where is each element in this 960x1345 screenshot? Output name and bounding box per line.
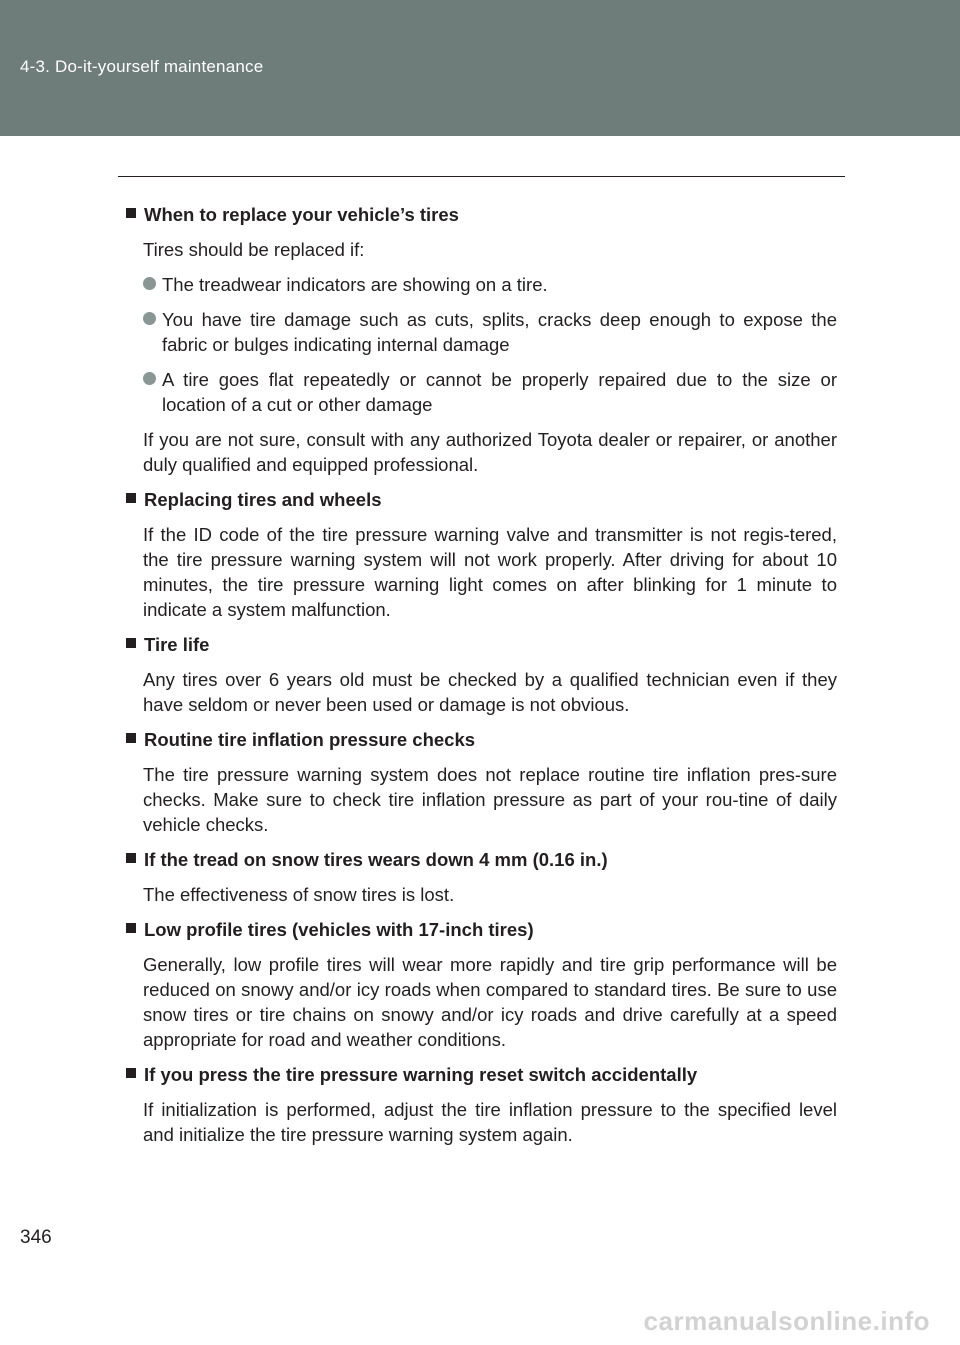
top-divider — [118, 176, 845, 177]
square-bullet-icon — [126, 638, 136, 648]
section-body: Any tires over 6 years old must be checked by a qualified technician even if they have seldom or never been used or damage is not obvious. — [143, 669, 837, 715]
section-body: If initialization is performed, adjust the tire inflation pressure to the specified level and initialize the tire pressure warning system again. — [143, 1099, 837, 1145]
list-item — [143, 272, 837, 297]
section-heading-text: Routine tire inflation pressure checks — [144, 729, 476, 750]
list-item — [143, 307, 837, 357]
section-heading-text: If you press the tire pressure warning reset switch accidentally — [144, 1064, 698, 1085]
section-body: The effectiveness of snow tires is lost. — [143, 884, 455, 905]
square-bullet-icon — [126, 493, 136, 503]
section-outro: If you are not sure, consult with any authorized Toyota dealer or repairer, or another duly qualified and equipped professional. — [143, 429, 837, 475]
section-when-to-replace — [126, 202, 837, 477]
round-bullet-icon — [143, 312, 156, 325]
section-heading-text: Low profile tires (vehicles with 17-inch tires) — [144, 919, 534, 940]
page-number: 346 — [20, 1227, 52, 1248]
section-heading — [126, 847, 837, 872]
list-item-text: A tire goes flat repeatedly or cannot be properly repaired due to the size or location of a cut or other damage — [162, 369, 837, 415]
round-bullet-icon — [143, 277, 156, 290]
section-body: If the ID code of the tire pressure warning valve and transmitter is not regis-tered, the tire pressure warning system will not work properly. After driving for about 10 minutes, the tire pressure warning light comes on after blinking for 1 minute to indicate a system malfunction. — [143, 524, 837, 620]
square-bullet-icon — [126, 1068, 136, 1078]
section-heading — [126, 487, 837, 512]
list-item — [143, 367, 837, 417]
section-heading — [126, 202, 837, 227]
section-heading — [126, 727, 837, 752]
section-body: Generally, low profile tires will wear more rapidly and tire grip performance will be reduced on snowy and/or icy roads when compared to standard tires. Be sure to use snow tires or tire chains on snowy and/or icy roads and drive carefully at a speed appropriate for road and weather conditions. — [143, 954, 837, 1050]
section-heading-text: Tire life — [144, 634, 210, 655]
square-bullet-icon — [126, 208, 136, 218]
list-item-text: You have tire damage such as cuts, splits, cracks deep enough to expose the fabric or bulges indicating internal damage — [162, 309, 837, 355]
section-low-profile — [126, 917, 837, 1052]
section-heading — [126, 1062, 837, 1087]
section-tire-life — [126, 632, 837, 717]
section-heading-text: If the tread on snow tires wears down 4 mm (0.16 in.) — [144, 849, 608, 870]
bullet-list — [143, 272, 837, 417]
section-replacing-tires — [126, 487, 837, 622]
section-pressure-checks — [126, 727, 837, 837]
section-snow-tires — [126, 847, 837, 907]
square-bullet-icon — [126, 923, 136, 933]
watermark: carmanualsonline.info — [643, 1306, 930, 1336]
square-bullet-icon — [126, 733, 136, 743]
section-heading-text: When to replace your vehicle’s tires — [144, 204, 459, 225]
list-item-text: The treadwear indicators are showing on a tire. — [162, 274, 548, 295]
section-heading-text: Replacing tires and wheels — [144, 489, 382, 510]
chapter-title: 4-3. Do-it-yourself maintenance — [20, 57, 264, 76]
section-intro: Tires should be replaced if: — [143, 239, 365, 260]
section-heading — [126, 632, 837, 657]
page-content — [126, 202, 837, 1157]
section-reset-switch — [126, 1062, 837, 1147]
section-body: The tire pressure warning system does not replace routine tire inflation pres-sure checks. Make sure to check tire inflation pressure as part of your rou-tine of daily vehicle checks. — [143, 764, 837, 835]
round-bullet-icon — [143, 372, 156, 385]
section-heading — [126, 917, 837, 942]
header-band — [0, 0, 960, 136]
square-bullet-icon — [126, 853, 136, 863]
